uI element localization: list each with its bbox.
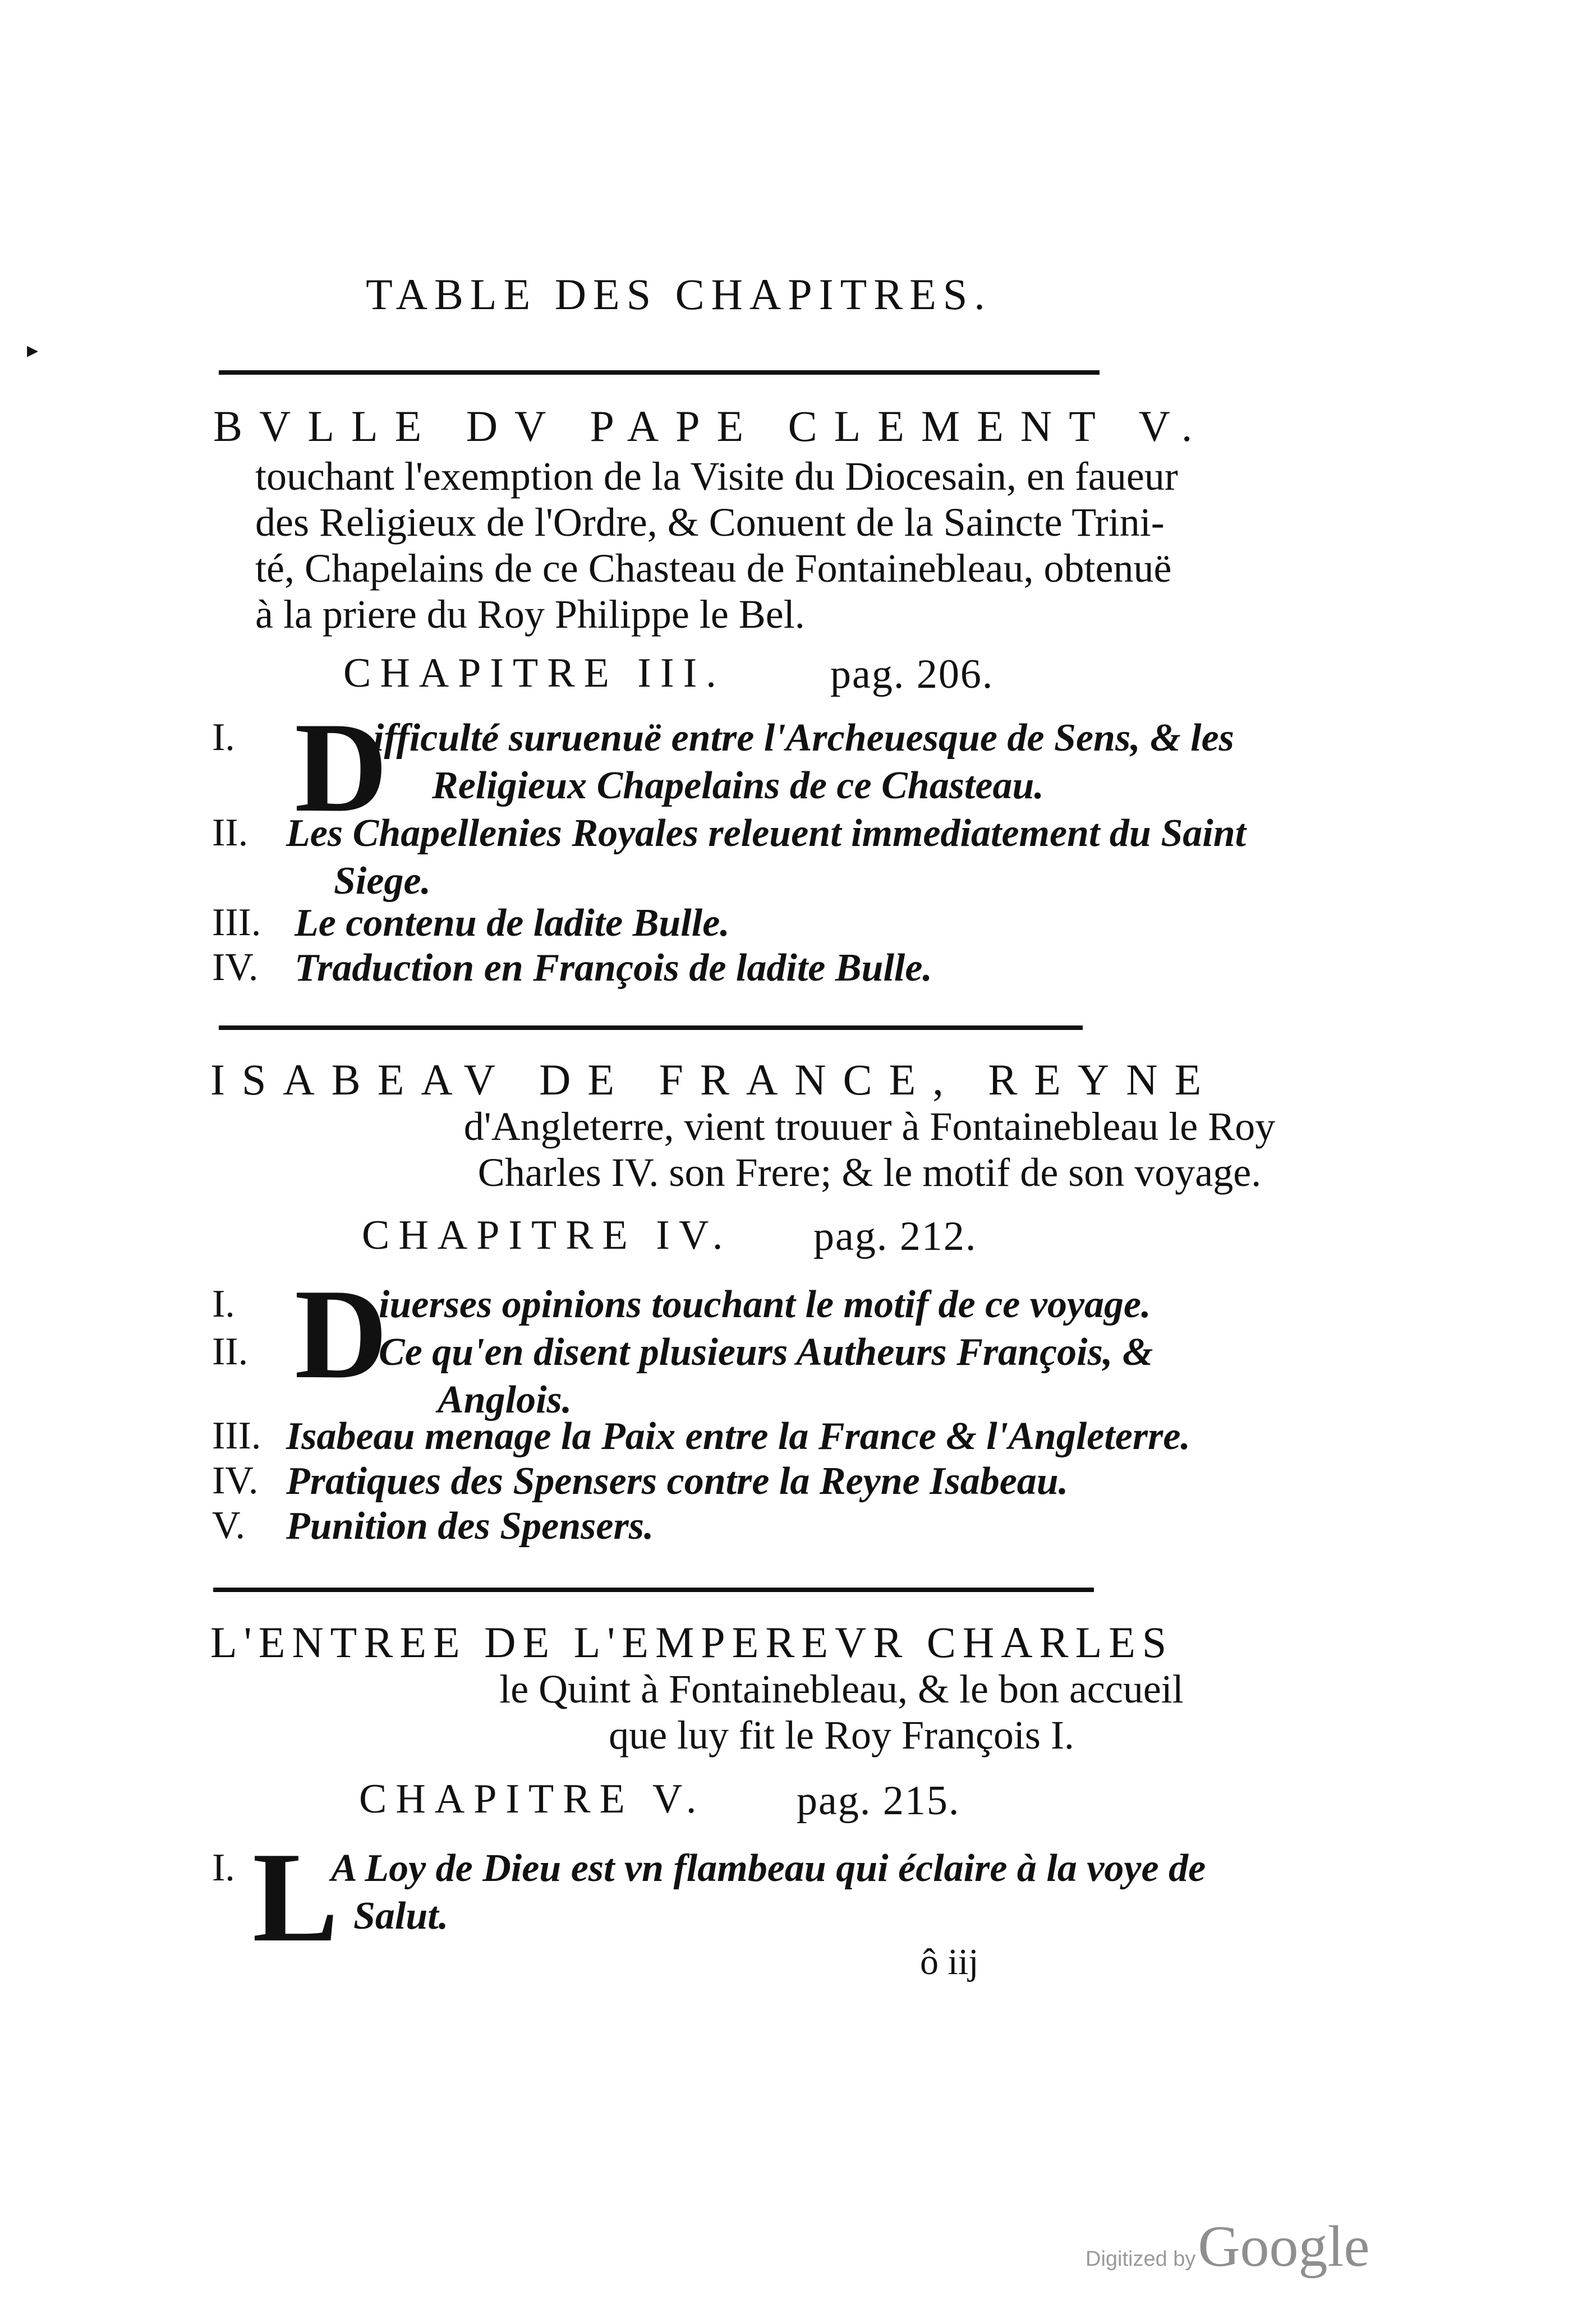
section-rule [219,370,1100,375]
description-line: touchant l'exemption de la Visite du Diocesain, en faueur [255,454,1178,499]
item-text: Pratiques des Spensers contre la Reyne Isabeau. [286,1460,1069,1503]
item-text: Traduction en François de ladite Bulle. [295,946,932,990]
item-text: ifficulté suruenuë entre l'Archeuesque de Sens, & les [373,716,1234,760]
drop-cap: D [295,696,388,839]
item-number: I. [212,1282,235,1326]
item-text: Le contenu de ladite Bulle. [295,901,730,945]
item-text: Punition des Spensers. [286,1505,654,1548]
chapter-heading: CHAPITRE III. [343,650,725,696]
description-line: à la priere du Roy Philippe le Bel. [255,592,805,637]
item-text: Ce qu'en disent plusieurs Autheurs François, & [379,1331,1153,1374]
section-description [0,1103,1596,1195]
running-title: TABLE DES CHAPITRES. [366,270,992,319]
digitized-by-watermark [1086,2213,1370,2280]
description-line: d'Angleterre, vient trouuer à Fontainebleau le Roy [463,1104,1276,1149]
section-description [0,1666,1596,1758]
item-text: Isabeau menage la Paix entre la France & l'Angleterre. [286,1415,1190,1458]
item-number: II. [212,1330,249,1373]
item-text: Salut. [353,1894,449,1938]
item-number: IV. [212,946,259,989]
chapter-page: pag. 206. [830,651,994,697]
chapter-heading: CHAPITRE V. [359,1776,706,1822]
item-text: A Loy de Dieu est vn flambeau qui éclaire à la voye de [331,1847,1206,1890]
item-number: II. [212,811,249,854]
description-line: que luy fit le Roy François I. [609,1713,1074,1758]
chapter-page: pag. 212. [813,1213,977,1259]
item-number: IV. [212,1459,259,1502]
item-text: Religieux Chapelains de ce Chasteau. [432,764,1044,807]
item-number: III. [212,901,261,944]
item-number: III. [212,1414,261,1457]
description-line: le Quint à Fontainebleau, & le bon accueil [499,1667,1184,1712]
watermark-prefix: Digitized by [1086,2247,1196,2271]
section-title: ISABEAV DE FRANCE, REYNE [210,1055,1218,1104]
description-line: des Religieux de l'Ordre, & Conuent de la Saincte Trini- [255,500,1165,545]
chapter-heading: CHAPITRE IV. [362,1212,732,1258]
google-logo: Google [1198,2214,1370,2279]
section-title: L'ENTREE DE L'EMPEREVR CHARLES [210,1618,1174,1667]
item-text: iuerses opinions touchant le motif de ce voyage. [379,1283,1151,1326]
section-title: BVLLE DV PAPE CLEMENT V. [213,402,1209,450]
drop-cap: L [252,1825,339,1968]
description-line: Charles IV. son Frere; & le motif de son voyage. [477,1150,1262,1195]
section-rule [213,1588,1094,1592]
item-number: I. [212,716,235,759]
section-rule [219,1025,1083,1030]
item-number: V. [212,1504,246,1547]
item-text: Anglois. [438,1378,572,1422]
margin-mark: ▸ [27,337,39,362]
description-line: té, Chapelains de ce Chasteau de Fontainebleau, obtenuë [255,546,1172,591]
item-text: Les Chapellenies Royales releuent immediatement du Saint [286,812,1247,855]
section-description [255,453,1178,637]
drop-cap: D [295,1262,388,1405]
chapter-page: pag. 215. [797,1778,960,1824]
page-signature: ô iij [920,1942,979,1982]
item-text: Siege. [334,859,431,903]
item-number: I. [212,1846,235,1889]
